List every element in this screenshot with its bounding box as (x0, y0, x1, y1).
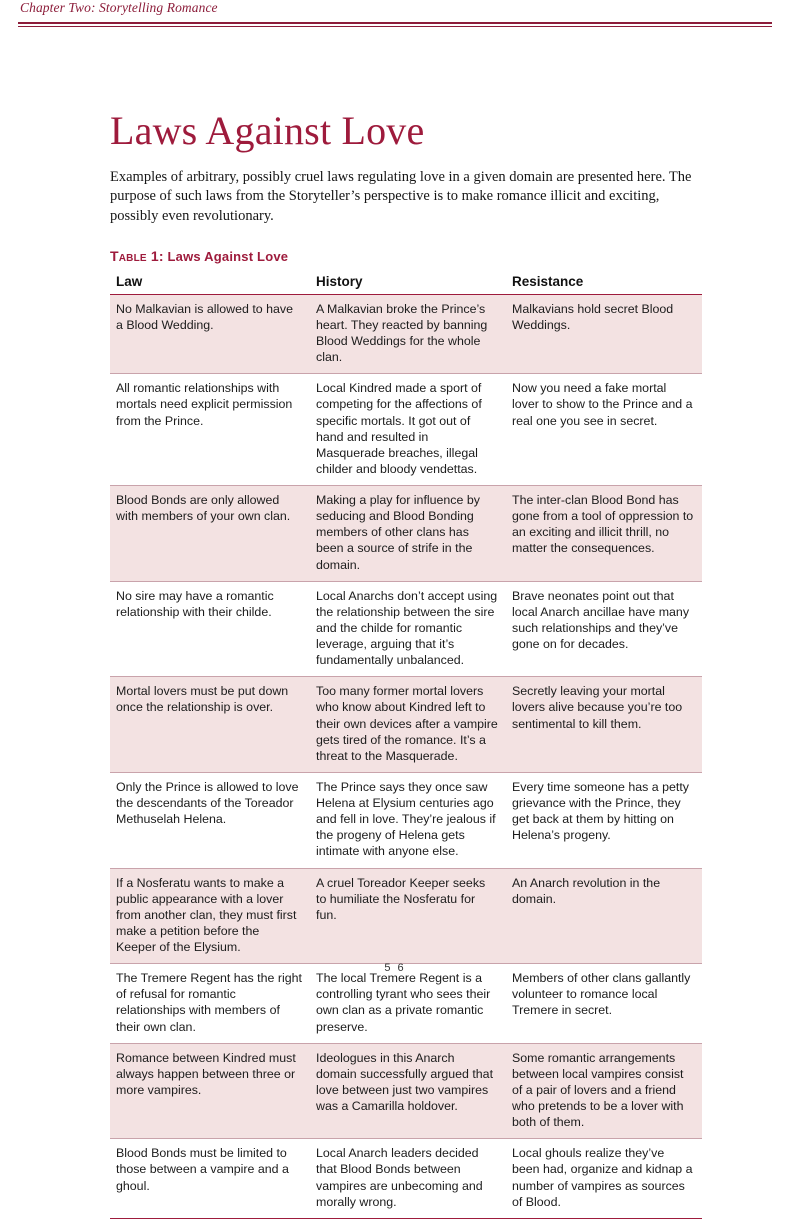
cell-history: The Prince says they once saw Helena at Elysium centuries ago and fell in love. They’re jealous if the progeny of Helena gets intimate with anyone else. (310, 772, 506, 868)
header-rule-thin (18, 26, 772, 27)
column-header-history: History (310, 274, 506, 295)
column-header-resistance: Resistance (506, 274, 702, 295)
cell-law: No Malkavian is allowed to have a Blood Wedding. (110, 294, 310, 374)
table-row (110, 1139, 702, 1219)
cell-law: The Tremere Regent has the right of refusal for romantic relationships with members of their own clan. (110, 964, 310, 1044)
cell-law: Blood Bonds are only allowed with members of your own clan. (110, 486, 310, 582)
table-row (110, 581, 702, 677)
cell-law: Blood Bonds must be limited to those between a vampire and a ghoul. (110, 1139, 310, 1219)
cell-history: The local Tremere Regent is a controlling tyrant who sees their own clan as a private romantic preserve. (310, 964, 506, 1044)
cell-history: Local Anarchs don’t accept using the relationship between the sire and the childe for romantic leverage, arguing that it’s fundamentally unbalanced. (310, 581, 506, 677)
page-content (110, 110, 702, 1219)
running-head-text: Chapter Two: Storytelling Romance (20, 0, 218, 15)
cell-history: Making a play for influence by seducing and Blood Bonding members of other clans has been a source of strife in the domain. (310, 486, 506, 582)
header-rule-thick (18, 22, 772, 24)
cell-law: If a Nosferatu wants to make a public appearance with a lover from another clan, they must first make a petition before the Keeper of the Elysium. (110, 868, 310, 964)
table-row (110, 294, 702, 374)
cell-resistance: Local ghouls realize they’ve been had, organize and kidnap a number of vampires as sources of Blood. (506, 1139, 702, 1219)
table-caption-title: Laws Against Love (167, 248, 289, 264)
cell-history: A Malkavian broke the Prince’s heart. They reacted by banning Blood Weddings for the whole clan. (310, 294, 506, 374)
cell-law: All romantic relationships with mortals need explicit permission from the Prince. (110, 374, 310, 486)
page-title: Laws Against Love (110, 108, 425, 153)
laws-table (110, 274, 702, 1219)
cell-law: Romance between Kindred must always happen between three or more vampires. (110, 1043, 310, 1139)
cell-history: Ideologues in this Anarch domain successfully argued that love between just two vampires was a Camarilla holdover. (310, 1043, 506, 1139)
column-header-law: Law (110, 274, 310, 295)
cell-resistance: Secretly leaving your mortal lovers alive because you’re too sentimental to kill them. (506, 677, 702, 773)
intro-paragraph: Examples of arbitrary, possibly cruel laws regulating love in a given domain are presented here. The purpose of such laws from the Storyteller’s perspective is to make romance illicit and exciting, possibly even revolutionary. (110, 169, 692, 224)
cell-resistance: Some romantic arrangements between local vampires consist of a pair of lovers and a friend who pretends to be a lover with both of them. (506, 1043, 702, 1139)
table-caption (110, 248, 702, 264)
cell-history: Local Anarch leaders decided that Blood Bonds between vampires are unbecoming and morally wrong. (310, 1139, 506, 1219)
page-number: 5 6 (384, 962, 406, 974)
cell-resistance: Brave neonates point out that local Anarch ancillae have many such relationships and they’ve gone on for decades. (506, 581, 702, 677)
laws-table-body (110, 294, 702, 1218)
cell-resistance: Every time someone has a petty grievance with the Prince, they get back at them by hitting on Helena’s progeny. (506, 772, 702, 868)
cell-history: Too many former mortal lovers who know about Kindred left to their own devices after a vampire gets tired of the romance. It’s a threat to the Masquerade. (310, 677, 506, 773)
table-caption-label: Table 1: (110, 247, 164, 264)
cell-law: No sire may have a romantic relationship with their childe. (110, 581, 310, 677)
table-row (110, 772, 702, 868)
cell-law: Only the Prince is allowed to love the descendants of the Toreador Methuselah Helena. (110, 772, 310, 868)
cell-resistance: Members of other clans gallantly volunteer to romance local Tremere in secret. (506, 964, 702, 1044)
cell-resistance: The inter-clan Blood Bond has gone from a tool of oppression to an exciting and illicit thrill, no matter the consequences. (506, 486, 702, 582)
table-row (110, 374, 702, 486)
table-row (110, 964, 702, 1044)
table-row (110, 677, 702, 773)
cell-law: Mortal lovers must be put down once the relationship is over. (110, 677, 310, 773)
cell-resistance: Now you need a fake mortal lover to show to the Prince and a real one you see in secret. (506, 374, 702, 486)
table-row (110, 1043, 702, 1139)
table-row (110, 868, 702, 964)
cell-history: Local Kindred made a sport of competing for the affections of specific mortals. It got out of hand and resulted in Masquerade breaches, illegal childer and bloody vendettas. (310, 374, 506, 486)
running-head (18, 0, 772, 27)
cell-history: A cruel Toreador Keeper seeks to humiliate the Nosferatu for fun. (310, 868, 506, 964)
table-row (110, 486, 702, 582)
cell-resistance: Malkavians hold secret Blood Weddings. (506, 294, 702, 374)
cell-resistance: An Anarch revolution in the domain. (506, 868, 702, 964)
table-header-row (110, 274, 702, 295)
